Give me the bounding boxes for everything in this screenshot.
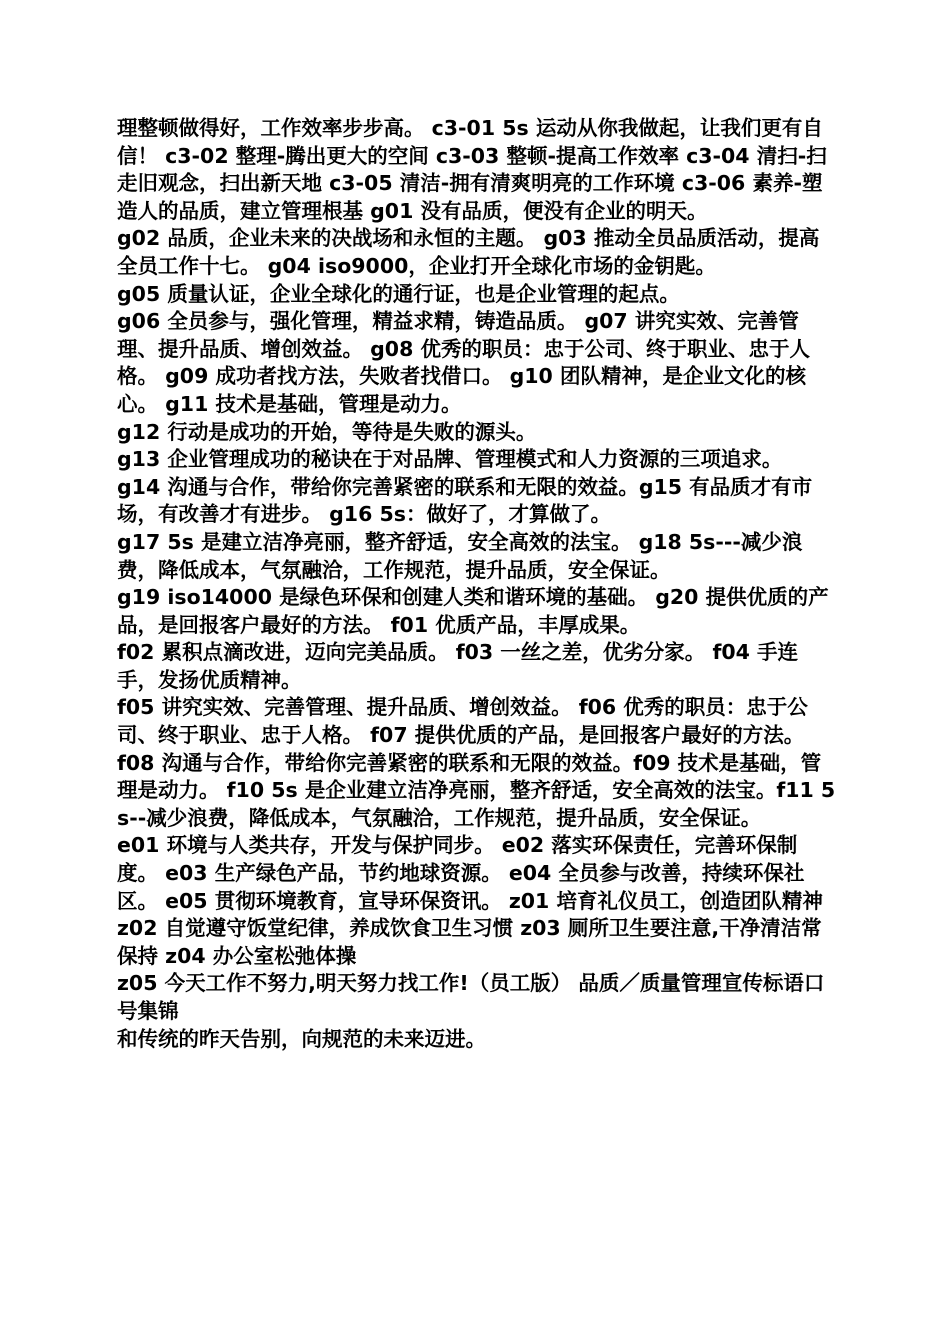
paragraph-11: f05 讲究实效、完善管理、提升品质、增创效益。 f06 优秀的职员：忠于公司、终于职业、忠于人格。 f07 提供优质的产品，是回报客户最好的方法。	[117, 695, 808, 748]
paragraph-10: f02 累积点滴改进，迈向完美品质。 f03 一丝之差，优劣分家。 f04 手连手，发扬优质精神。	[117, 640, 799, 692]
paragraph-2: g02 品质，企业未来的决战场和永恒的主题。 g03 推动全员品质活动，提高全员工作十七。 g04 iso9000，企业打开全球化市场的金钥匙。	[117, 226, 820, 278]
document-body	[117, 115, 837, 1053]
paragraph-7: g14 沟通与合作，带给你完善紧密的联系和无限的效益。g15 有品质才有市场，有改善才有进步。 g16 5s：做好了，才算做了。	[117, 474, 813, 527]
paragraph-1: 理整顿做得好，工作效率步步高。 c3-01 5s 运动从你我做起，让我们更有自信！ c3-02 整理-腾出更大的空间 c3-03 整顿-提高工作效率 c3-04 清扫-扫走旧观念，扫出新天地 c3-05 清洁-拥有清爽明亮的工作环境 c3-06 素养-塑造人的品质，建立管理根基 g01 没有品质，便没有企业的明天。	[117, 116, 827, 223]
paragraph-6: g13 企业管理成功的秘诀在于对品牌、管理模式和人力资源的三项追求。	[117, 447, 783, 472]
paragraph-4: g06 全员参与，强化管理，精益求精，铸造品质。 g07 讲究实效、完善管理、提升品质、增创效益。 g08 优秀的职员：忠于公司、终于职业、忠于人格。 g09 成功者找方法，失败者找借口。 g10 团队精神，是企业文化的核心。 g11 技术是基础，管理是动力。	[117, 309, 810, 416]
paragraph-12: f08 沟通与合作，带给你完善紧密的联系和无限的效益。f09 技术是基础，管理是动力。 f10 5s 是企业建立洁净亮丽，整齐舒适，安全高效的法宝。f11 5s--减少浪费，降低成本，气氛融洽，工作规范，提升品质，安全保证。	[117, 750, 836, 830]
paragraph-9: g19 iso14000 是绿色环保和创建人类和谐环境的基础。 g20 提供优质的产品，是回报客户最好的方法。 f01 优质产品，丰厚成果。	[117, 585, 829, 637]
paragraph-15: z05 今天工作不努力,明天努力找工作!（员工版） 品质／质量管理宣传标语口号集锦	[117, 971, 825, 1023]
paragraph-5: g12 行动是成功的开始，等待是失败的源头。	[117, 419, 537, 444]
paragraph-3: g05 质量认证，企业全球化的通行证，也是企业管理的起点。	[117, 281, 680, 306]
paragraph-16: 和传统的昨天告别，向规范的未来迈进。	[117, 1026, 486, 1051]
paragraph-14: z02 自觉遵守饭堂纪律，养成饮食卫生习惯 z03 厕所卫生要注意,干净清洁常保持 z04 办公室松弛体操	[117, 916, 822, 968]
paragraph-13: e01 环境与人类共存，开发与保护同步。 e02 落实环保责任，完善环保制度。 e03 生产绿色产品，节约地球资源。 e04 全员参与改善，持续环保社区。 e05 贯彻环境教育，宣导环保资讯。 z01 培育礼仪员工，创造团队精神	[117, 833, 823, 913]
paragraph-8: g17 5s 是建立洁净亮丽，整齐舒适，安全高效的法宝。 g18 5s---减少浪费，降低成本，气氛融洽，工作规范，提升品质，安全保证。	[117, 529, 803, 582]
